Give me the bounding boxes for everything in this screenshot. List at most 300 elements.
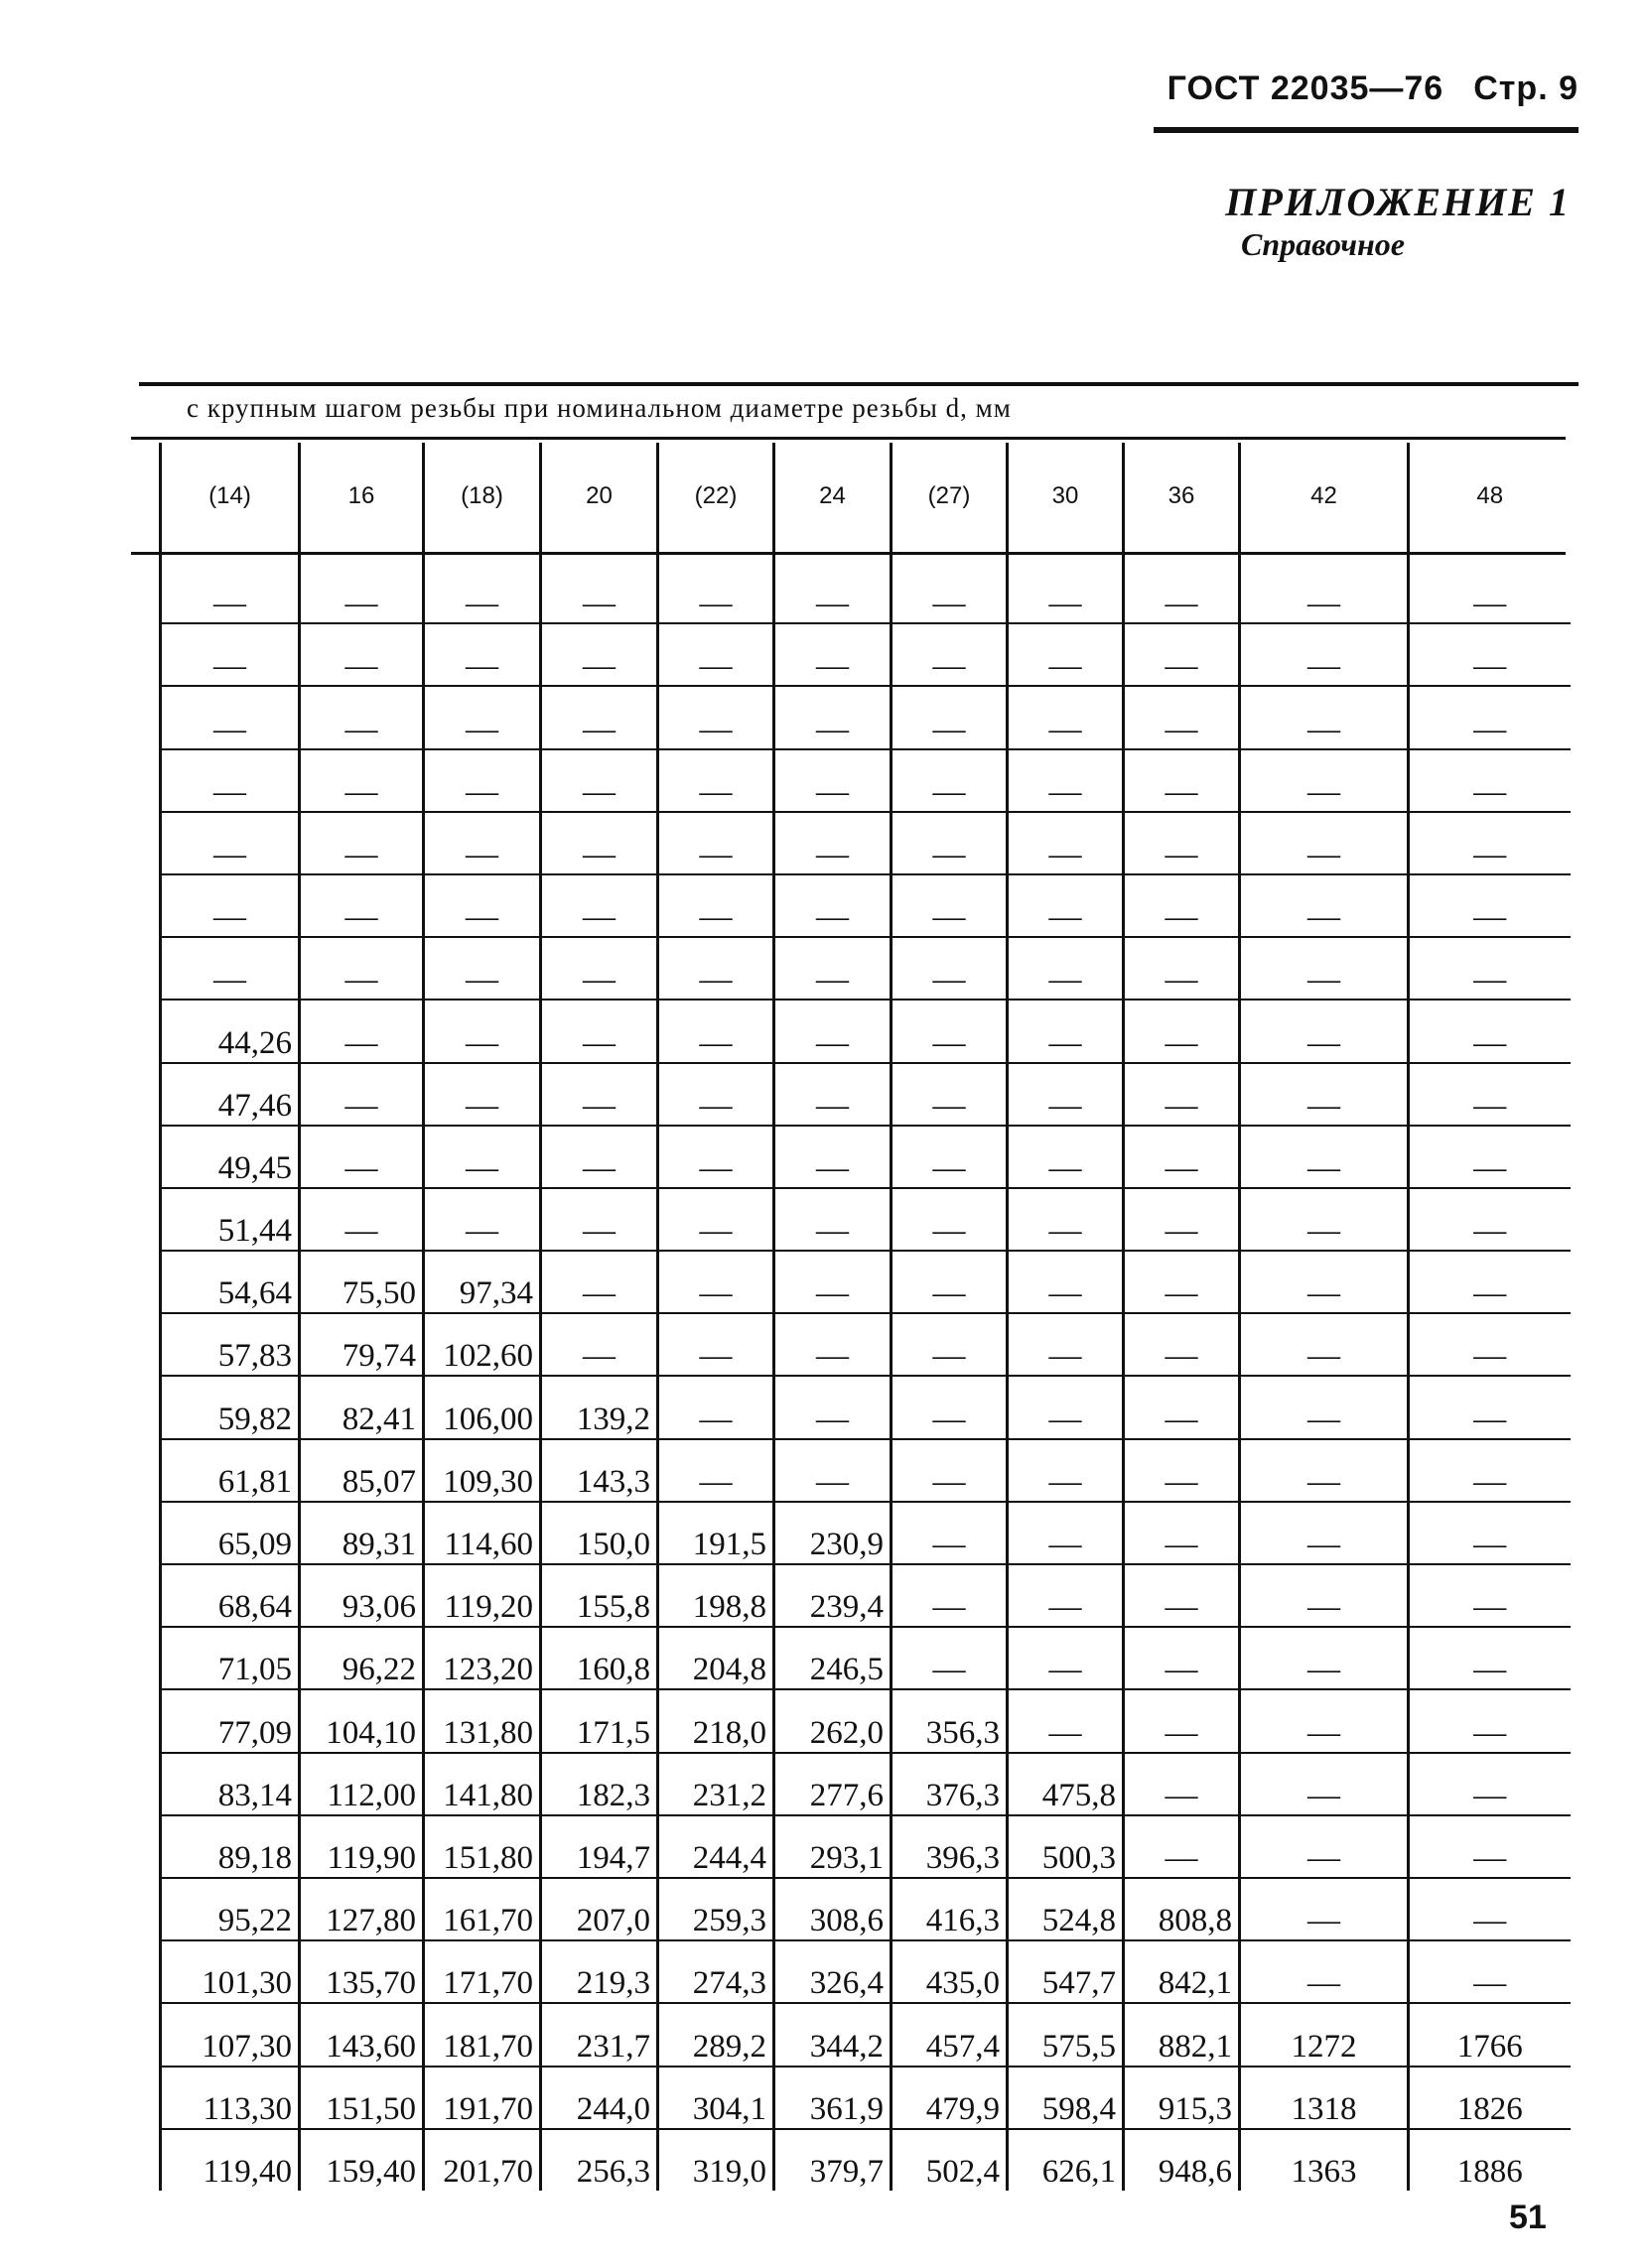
page-number: 51 xyxy=(1509,2199,1547,2236)
table-cell: 326,4 xyxy=(774,1940,892,2003)
table-cell: — xyxy=(1008,1627,1124,1689)
table-cell: 75,50 xyxy=(300,1251,424,1313)
spacer-row xyxy=(161,550,1571,562)
table-cell: — xyxy=(1008,1439,1124,1502)
table-cell: — xyxy=(300,1000,424,1062)
column-header: 36 xyxy=(1124,443,1240,550)
table-cell: — xyxy=(892,749,1008,812)
table-cell: 93,06 xyxy=(300,1564,424,1627)
column-header: (27) xyxy=(892,443,1008,550)
table-cell: — xyxy=(1124,1126,1240,1188)
table-cell: — xyxy=(774,812,892,874)
table-cell: 1272 xyxy=(1240,2003,1409,2066)
table-cell: 85,07 xyxy=(300,1439,424,1502)
table-cell: 256,3 xyxy=(541,2129,658,2191)
table-cell: — xyxy=(541,1313,658,1376)
table-cell: — xyxy=(1008,1063,1124,1126)
table-row xyxy=(161,1251,1571,1313)
table-cell: — xyxy=(1124,1251,1240,1313)
table-cell: — xyxy=(658,1000,774,1062)
table-cell: — xyxy=(300,749,424,812)
table-cell: — xyxy=(1240,874,1409,937)
table-cell: — xyxy=(658,1313,774,1376)
table-cell: 244,4 xyxy=(658,1815,774,1878)
spacer-cell xyxy=(161,550,300,562)
table-cell: 379,7 xyxy=(774,2129,892,2191)
table-cell: — xyxy=(1240,1313,1409,1376)
table-caption: с крупным шагом резьбы при номинальном диаметре резьбы d, мм xyxy=(187,393,1012,423)
table-cell: — xyxy=(541,749,658,812)
table-cell: — xyxy=(892,1502,1008,1564)
table-cell: — xyxy=(541,1063,658,1126)
table-cell: 457,4 xyxy=(892,2003,1008,2066)
table-cell: — xyxy=(1409,1376,1571,1438)
table-top-rule xyxy=(139,382,1579,386)
table-cell: 207,0 xyxy=(541,1878,658,1940)
table-cell: — xyxy=(161,623,300,686)
table-row xyxy=(161,937,1571,1000)
table-cell: — xyxy=(300,1188,424,1251)
table-cell: — xyxy=(892,1376,1008,1438)
table-cell: 598,4 xyxy=(1008,2067,1124,2129)
table-cell: — xyxy=(300,623,424,686)
table-cell: 500,3 xyxy=(1008,1815,1124,1878)
table-cell: 244,0 xyxy=(541,2067,658,2129)
table-cell: — xyxy=(1008,812,1124,874)
table-body xyxy=(161,550,1571,2191)
table-cell: — xyxy=(1409,1940,1571,2003)
table-cell: 161,70 xyxy=(424,1878,541,1940)
table-cell: — xyxy=(658,812,774,874)
table-cell: — xyxy=(1409,749,1571,812)
table-cell: 51,44 xyxy=(161,1188,300,1251)
table-cell: 231,2 xyxy=(658,1753,774,1815)
table-cell: — xyxy=(1008,937,1124,1000)
table-cell: 808,8 xyxy=(1124,1878,1240,1940)
table-cell: — xyxy=(892,1063,1008,1126)
table-cell: — xyxy=(658,623,774,686)
table-cell: — xyxy=(1124,1564,1240,1627)
table-cell: — xyxy=(1409,1689,1571,1752)
table-cell: 219,3 xyxy=(541,1940,658,2003)
table-cell: — xyxy=(892,812,1008,874)
table-cell: 95,22 xyxy=(161,1878,300,1940)
table-cell: — xyxy=(1240,1376,1409,1438)
table-cell: — xyxy=(658,1063,774,1126)
table-cell: — xyxy=(1008,1126,1124,1188)
table-cell: — xyxy=(424,749,541,812)
table-cell: — xyxy=(424,623,541,686)
table-cell: — xyxy=(1240,1063,1409,1126)
header-row xyxy=(161,443,1571,550)
table-cell: — xyxy=(1124,1627,1240,1689)
table-cell: — xyxy=(658,1126,774,1188)
table-cell: — xyxy=(1008,1251,1124,1313)
table-cell: — xyxy=(658,1251,774,1313)
table-cell: — xyxy=(541,1251,658,1313)
table-cell: — xyxy=(1409,1815,1571,1878)
table-row xyxy=(161,1188,1571,1251)
table-cell: — xyxy=(300,686,424,748)
table-cell: 626,1 xyxy=(1008,2129,1124,2191)
column-header: 42 xyxy=(1240,443,1409,550)
table-cell: — xyxy=(300,937,424,1000)
table-cell: 1886 xyxy=(1409,2129,1571,2191)
table-cell: 1826 xyxy=(1409,2067,1571,2129)
table-cell: — xyxy=(1124,1815,1240,1878)
table-cell: — xyxy=(774,623,892,686)
table-cell: — xyxy=(892,1627,1008,1689)
table-cell: — xyxy=(300,1063,424,1126)
table-cell: — xyxy=(892,1564,1008,1627)
table-cell: 106,00 xyxy=(424,1376,541,1438)
table-row xyxy=(161,623,1571,686)
table-cell: 246,5 xyxy=(774,1627,892,1689)
table-cell: 230,9 xyxy=(774,1502,892,1564)
table-cell: — xyxy=(1409,812,1571,874)
table-cell: 842,1 xyxy=(1124,1940,1240,2003)
table-cell: — xyxy=(774,874,892,937)
table-cell: — xyxy=(1240,623,1409,686)
table-cell: — xyxy=(774,1063,892,1126)
table-cell: — xyxy=(892,1439,1008,1502)
table-cell: 181,70 xyxy=(424,2003,541,2066)
table-cell: — xyxy=(161,749,300,812)
table-cell: 344,2 xyxy=(774,2003,892,2066)
table-cell: — xyxy=(1124,937,1240,1000)
table-cell: — xyxy=(1124,1376,1240,1438)
table-cell: — xyxy=(1124,1753,1240,1815)
table-cell: — xyxy=(424,1000,541,1062)
table-row xyxy=(161,874,1571,937)
table-cell: — xyxy=(658,562,774,623)
table-cell: 191,5 xyxy=(658,1502,774,1564)
table-cell: 204,8 xyxy=(658,1627,774,1689)
table-cell: — xyxy=(774,1251,892,1313)
table-cell: 948,6 xyxy=(1124,2129,1240,2191)
page-label: Стр. 9 xyxy=(1473,69,1579,107)
column-header: (22) xyxy=(658,443,774,550)
table-cell: — xyxy=(892,937,1008,1000)
table-cell: — xyxy=(1240,1878,1409,1940)
table-cell: — xyxy=(774,1126,892,1188)
table-cell: — xyxy=(424,937,541,1000)
table-header xyxy=(161,443,1571,550)
table-cell: 159,40 xyxy=(300,2129,424,2191)
spacer-cell xyxy=(541,550,658,562)
table-row xyxy=(161,1063,1571,1126)
table-cell: — xyxy=(774,562,892,623)
table-cell: — xyxy=(1124,1188,1240,1251)
table-cell: — xyxy=(161,937,300,1000)
table-row xyxy=(161,1313,1571,1376)
table-cell: 119,40 xyxy=(161,2129,300,2191)
table-cell: — xyxy=(658,874,774,937)
table-cell: — xyxy=(541,686,658,748)
table-row xyxy=(161,1940,1571,2003)
table-cell: 112,00 xyxy=(300,1753,424,1815)
table-row xyxy=(161,812,1571,874)
table-cell: 524,8 xyxy=(1008,1878,1124,1940)
table-cell: — xyxy=(541,812,658,874)
table-row xyxy=(161,1126,1571,1188)
table-cell: 114,60 xyxy=(424,1502,541,1564)
standard-number: ГОСТ 22035—76 xyxy=(1167,69,1444,107)
table-cell: — xyxy=(658,937,774,1000)
table-cell: — xyxy=(1409,1439,1571,1502)
table-cell: 547,7 xyxy=(1008,1940,1124,2003)
appendix-title: ПРИЛОЖЕНИЕ 1 xyxy=(1225,180,1571,224)
table-cell: — xyxy=(1409,686,1571,748)
table-cell: 49,45 xyxy=(161,1126,300,1188)
table-cell: — xyxy=(892,623,1008,686)
table-cell: — xyxy=(1008,1000,1124,1062)
table-cell: 1363 xyxy=(1240,2129,1409,2191)
table-cell: — xyxy=(658,686,774,748)
table-cell: 304,1 xyxy=(658,2067,774,2129)
table-cell: — xyxy=(1124,1000,1240,1062)
table-cell: — xyxy=(1409,1564,1571,1627)
table-cell: — xyxy=(1124,1689,1240,1752)
table-cell: 65,09 xyxy=(161,1502,300,1564)
table-cell: — xyxy=(424,562,541,623)
table-cell: — xyxy=(1240,1564,1409,1627)
column-header: (18) xyxy=(424,443,541,550)
table-cell: — xyxy=(1240,1689,1409,1752)
table-cell: — xyxy=(1240,1000,1409,1062)
spacer-cell xyxy=(1240,550,1409,562)
table-cell: 59,82 xyxy=(161,1376,300,1438)
table-cell: — xyxy=(774,1376,892,1438)
table-cell: — xyxy=(541,937,658,1000)
table-cell: — xyxy=(1240,686,1409,748)
table-cell: 143,60 xyxy=(300,2003,424,2066)
table-cell: 160,8 xyxy=(541,1627,658,1689)
table-cell: 83,14 xyxy=(161,1753,300,1815)
table-cell: 82,41 xyxy=(300,1376,424,1438)
table-cell: — xyxy=(300,812,424,874)
spacer-cell xyxy=(892,550,1008,562)
table-cell: — xyxy=(161,812,300,874)
table-cell: — xyxy=(300,562,424,623)
table-cell: 882,1 xyxy=(1124,2003,1240,2066)
table-cell: — xyxy=(892,1313,1008,1376)
table-cell: — xyxy=(1008,1502,1124,1564)
spacer-cell xyxy=(424,550,541,562)
table-cell: 77,09 xyxy=(161,1689,300,1752)
table-cell: — xyxy=(1409,1878,1571,1940)
table-cell: 171,70 xyxy=(424,1940,541,2003)
spacer-cell xyxy=(1124,550,1240,562)
table-cell: 194,7 xyxy=(541,1815,658,1878)
table-cell: — xyxy=(424,1063,541,1126)
table-cell: — xyxy=(892,1188,1008,1251)
header-rule xyxy=(1154,127,1579,133)
table-cell: 139,2 xyxy=(541,1376,658,1438)
caption-rule xyxy=(131,437,1566,440)
table-cell: 47,46 xyxy=(161,1063,300,1126)
table-cell: 319,0 xyxy=(658,2129,774,2191)
table-cell: — xyxy=(1124,1439,1240,1502)
table-cell: 97,34 xyxy=(424,1251,541,1313)
table-row xyxy=(161,749,1571,812)
table-cell: — xyxy=(541,1000,658,1062)
spacer-cell xyxy=(1409,550,1571,562)
table-cell: — xyxy=(161,686,300,748)
table-row xyxy=(161,562,1571,623)
table-cell: — xyxy=(1240,937,1409,1000)
table-cell: — xyxy=(892,1000,1008,1062)
table-cell: — xyxy=(892,562,1008,623)
table-row xyxy=(161,1753,1571,1815)
table-cell: — xyxy=(1008,874,1124,937)
table-cell: — xyxy=(1008,1188,1124,1251)
table-cell: 109,30 xyxy=(424,1439,541,1502)
table-cell: — xyxy=(1008,1689,1124,1752)
table-cell: — xyxy=(1008,686,1124,748)
table-cell: — xyxy=(774,1000,892,1062)
table-cell: — xyxy=(541,1126,658,1188)
table-cell: — xyxy=(1409,1313,1571,1376)
table-row xyxy=(161,1689,1571,1752)
table-cell: — xyxy=(424,1126,541,1188)
table-cell: — xyxy=(1409,1126,1571,1188)
table-cell: 127,80 xyxy=(300,1878,424,1940)
table-cell: 502,4 xyxy=(892,2129,1008,2191)
table-cell: 376,3 xyxy=(892,1753,1008,1815)
table-row xyxy=(161,686,1571,748)
table-cell: — xyxy=(774,686,892,748)
table-cell: 182,3 xyxy=(541,1753,658,1815)
table-cell: 107,30 xyxy=(161,2003,300,2066)
table-cell: — xyxy=(658,1376,774,1438)
table-cell: — xyxy=(1409,623,1571,686)
table-cell: 123,20 xyxy=(424,1627,541,1689)
table-cell: — xyxy=(1008,749,1124,812)
table-cell: 119,90 xyxy=(300,1815,424,1878)
table-cell: — xyxy=(658,1188,774,1251)
table-cell: — xyxy=(1409,1753,1571,1815)
table-row xyxy=(161,1000,1571,1062)
spacer-cell xyxy=(774,550,892,562)
table-cell: — xyxy=(1008,1564,1124,1627)
table-cell: — xyxy=(658,749,774,812)
table-cell: — xyxy=(1008,1376,1124,1438)
data-table xyxy=(159,443,1571,2191)
table-cell: 262,0 xyxy=(774,1689,892,1752)
table-cell: — xyxy=(541,874,658,937)
table-cell: 150,0 xyxy=(541,1502,658,1564)
table-cell: — xyxy=(1240,1940,1409,2003)
table-cell: — xyxy=(1240,1815,1409,1878)
column-header: 20 xyxy=(541,443,658,550)
table-cell: — xyxy=(1409,937,1571,1000)
table-cell: — xyxy=(424,686,541,748)
table-cell: 131,80 xyxy=(424,1689,541,1752)
table-cell: 79,74 xyxy=(300,1313,424,1376)
spacer-cell xyxy=(658,550,774,562)
table-cell: — xyxy=(300,1126,424,1188)
table-cell: — xyxy=(161,562,300,623)
table-cell: — xyxy=(774,937,892,1000)
table-row xyxy=(161,1439,1571,1502)
table-cell: 259,3 xyxy=(658,1878,774,1940)
table-cell: — xyxy=(1240,749,1409,812)
table-cell: 171,5 xyxy=(541,1689,658,1752)
table-cell: 155,8 xyxy=(541,1564,658,1627)
table-cell: — xyxy=(774,1439,892,1502)
table-cell: — xyxy=(1409,1251,1571,1313)
table-cell: — xyxy=(774,749,892,812)
table-cell: 119,20 xyxy=(424,1564,541,1627)
column-header: (14) xyxy=(161,443,300,550)
table-cell: 1318 xyxy=(1240,2067,1409,2129)
table-cell: — xyxy=(1240,1188,1409,1251)
table-row xyxy=(161,1627,1571,1689)
table-cell: — xyxy=(892,874,1008,937)
table-cell: 113,30 xyxy=(161,2067,300,2129)
column-header: 48 xyxy=(1409,443,1571,550)
appendix-subtitle: Справочное xyxy=(1241,226,1405,262)
table-cell: 191,70 xyxy=(424,2067,541,2129)
table-cell: 274,3 xyxy=(658,1940,774,2003)
table-cell: — xyxy=(1240,562,1409,623)
table-cell: — xyxy=(541,1188,658,1251)
table-row xyxy=(161,1376,1571,1438)
table-cell: 54,64 xyxy=(161,1251,300,1313)
table-cell: 293,1 xyxy=(774,1815,892,1878)
table-cell: — xyxy=(658,1439,774,1502)
table-cell: 435,0 xyxy=(892,1940,1008,2003)
table-cell: — xyxy=(424,812,541,874)
table-cell: — xyxy=(1240,1126,1409,1188)
table-cell: 475,8 xyxy=(1008,1753,1124,1815)
table-cell: — xyxy=(424,874,541,937)
table-row xyxy=(161,1815,1571,1878)
table-cell: — xyxy=(892,686,1008,748)
table-cell: — xyxy=(1008,1313,1124,1376)
table-cell: 239,4 xyxy=(774,1564,892,1627)
table-cell: — xyxy=(1409,1627,1571,1689)
spacer-cell xyxy=(1008,550,1124,562)
table-cell: 44,26 xyxy=(161,1000,300,1062)
table-cell: — xyxy=(541,623,658,686)
table-cell: 396,3 xyxy=(892,1815,1008,1878)
table-cell: — xyxy=(892,1251,1008,1313)
table-cell: 915,3 xyxy=(1124,2067,1240,2129)
table-cell: 201,70 xyxy=(424,2129,541,2191)
table-cell: — xyxy=(1240,1502,1409,1564)
table-cell: — xyxy=(1124,749,1240,812)
table-cell: — xyxy=(1240,812,1409,874)
table-cell: 143,3 xyxy=(541,1439,658,1502)
table-cell: 1766 xyxy=(1409,2003,1571,2066)
page-header xyxy=(1152,69,1579,108)
table-cell: — xyxy=(300,874,424,937)
table-cell: — xyxy=(1409,1188,1571,1251)
table-cell: — xyxy=(1409,1502,1571,1564)
table-cell: 479,9 xyxy=(892,2067,1008,2129)
table-cell: — xyxy=(1240,1439,1409,1502)
table-cell: 151,50 xyxy=(300,2067,424,2129)
table-cell: — xyxy=(1240,1251,1409,1313)
table-cell: — xyxy=(1124,562,1240,623)
table-cell: — xyxy=(424,1188,541,1251)
table-row xyxy=(161,2129,1571,2191)
table-row xyxy=(161,2003,1571,2066)
table-cell: 289,2 xyxy=(658,2003,774,2066)
table-cell: — xyxy=(1240,1627,1409,1689)
